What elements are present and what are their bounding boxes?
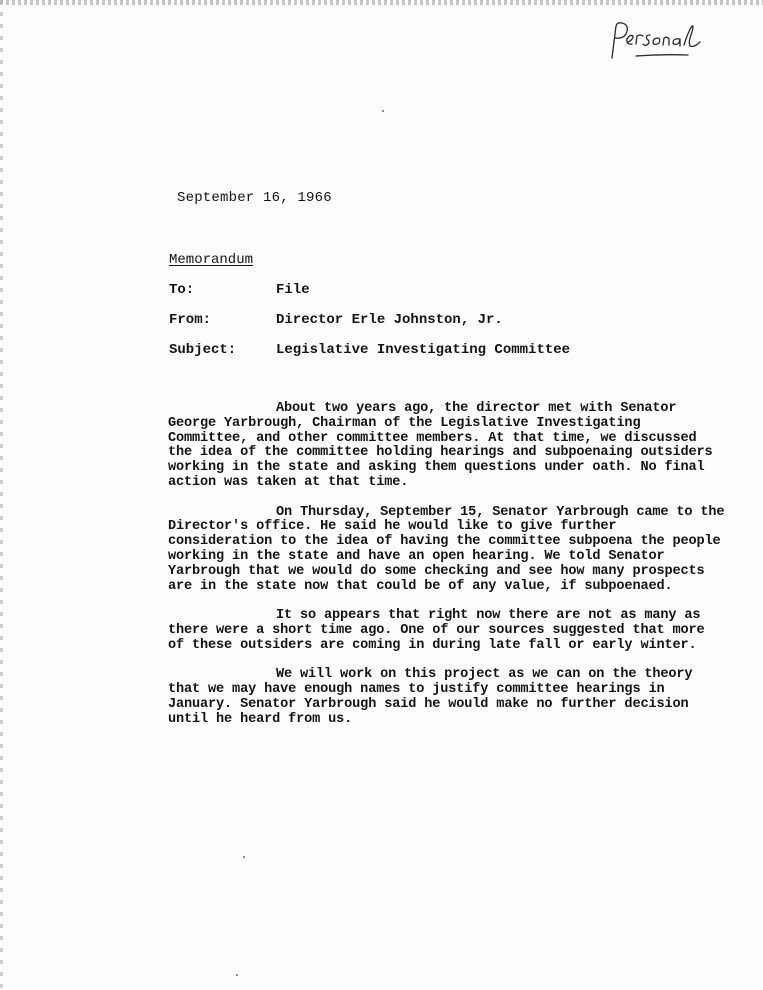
subject-row	[169, 342, 570, 358]
to-label: To:	[169, 282, 195, 298]
body-paragraph: We will work on this project as we can on the theory that we may have enough names to justify committee hearings in January. Senator Yarbrough said he would make no further decision until he heard from us.	[168, 667, 693, 727]
memo-heading: Memorandum	[169, 252, 254, 268]
scan-speck	[236, 974, 238, 976]
to-value: File	[276, 282, 310, 298]
memo-date: September 16, 1966	[177, 190, 332, 206]
scan-left-edge	[0, 0, 3, 990]
body-paragraph: It so appears that right now there are not as many as there were a short time ago. One of our sources suggested that more of these outsiders are coming in during late fall or early winter.	[168, 608, 705, 653]
subject-label: Subject:	[169, 342, 237, 358]
from-label: From:	[169, 312, 212, 328]
memo-body	[168, 402, 728, 742]
from-value: Director Erle Johnston, Jr.	[276, 312, 503, 328]
scan-speck	[243, 856, 245, 858]
body-paragraph: About two years ago, the director met with Senator George Yarbrough, Chairman of the Legislative Investigating Committee, and other committee members. At that time, we discussed the idea of the committee holding hearings and subpoenaing outsiders working in the state and asking them questions under oath. No final action was taken at that time.	[168, 401, 713, 490]
to-row	[169, 282, 310, 298]
scan-speck	[382, 110, 384, 112]
from-row	[169, 312, 503, 328]
body-paragraph: On Thursday, September 15, Senator Yarbrough came to the Director's office. He said he would like to give further consideration to the idea of having the committee subpoena the people working in the state and have an open hearing. We told Senator Yarbrough that we would do some checking and see how many prospects are in the state now that could be of any value, if subpoenaed.	[168, 504, 725, 594]
scan-top-edge	[0, 0, 763, 5]
subject-value: Legislative Investigating Committee	[276, 342, 571, 358]
handwritten-personal-note	[606, 18, 736, 62]
